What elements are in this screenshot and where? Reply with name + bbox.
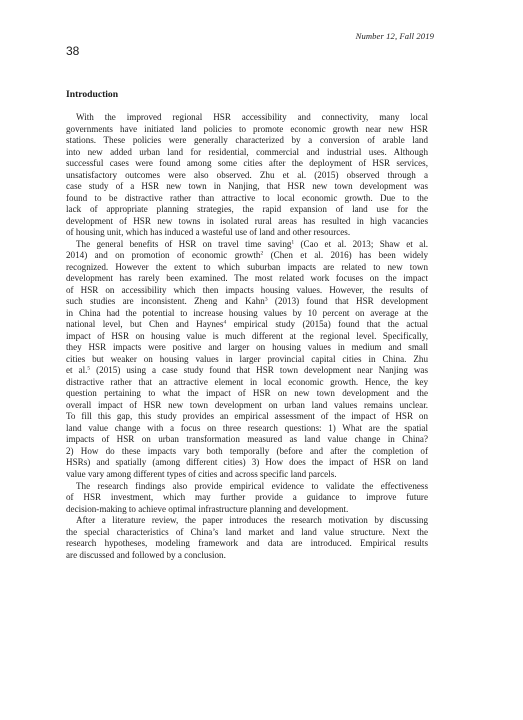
text-segment: such studies are inconsistent. Zheng and Kahn <box>66 296 265 307</box>
text-segment: decision-making to achieve optimal infrastructure planning and development. <box>66 503 349 514</box>
text-segment: et al. <box>66 365 88 376</box>
text-line <box>66 469 428 481</box>
text-line <box>66 193 428 205</box>
text-line <box>66 446 428 458</box>
text-segment: of HSR investment, which may further provide a guidance to improve future <box>66 492 428 503</box>
text-line <box>66 400 428 412</box>
text-segment: (Cao et al. 2013; Shaw et al. <box>294 238 428 249</box>
text-segment: development of HSR new towns in isolated rural areas has resulted in high vacancies <box>66 215 428 226</box>
text-segment: lack of appropriate planning strategies, the rapid expansion of land use for the <box>66 204 428 215</box>
text-line <box>66 285 428 297</box>
text-line <box>66 538 428 550</box>
text-segment: To fill this gap, this study provides an empirical assessment of the impact of HSR on <box>66 411 428 422</box>
text-line <box>66 308 428 320</box>
text-line <box>66 492 428 504</box>
text-line <box>66 365 428 377</box>
text-segment: (2013) found that HSR development <box>267 296 429 307</box>
body-text <box>66 112 428 561</box>
text-line <box>66 434 428 446</box>
text-segment: national level, but Chen and Haynes <box>66 319 224 330</box>
text-segment: in China had the potential to increase housing values by 10 percent on average at the <box>66 307 428 318</box>
footnote-marker: 5 <box>87 365 91 372</box>
text-line <box>66 147 428 159</box>
text-segment: unsatisfactory outcomes were also observed. Zhu et al. (2015) observed through a <box>66 169 428 180</box>
text-segment: impact of HSR on housing value is much different at the regional level. Specifically, <box>66 330 428 341</box>
text-segment: HSRs) and spatially (among different cities) 3) How does the impact of HSR on land <box>66 457 428 468</box>
text-segment: found to be distractive rather than attractive to local economic growth. Due to the <box>66 192 428 203</box>
text-line <box>66 515 428 527</box>
text-segment: 2014) and on promotion of economic growth <box>66 250 261 261</box>
footnote-marker: 1 <box>291 239 295 246</box>
text-segment: With the improved regional HSR accessibility and connectivity, many local <box>76 112 428 122</box>
text-segment: (2015) using a case study found that HSR town development near Nanjing was <box>90 365 428 376</box>
text-line <box>66 227 428 239</box>
text-segment: research hypotheses, modeling framework and data are introduced. Empirical results <box>66 538 428 549</box>
text-segment: cities but weaker on housing values in larger provincial capital cities in China. Zhu <box>66 353 428 364</box>
text-segment: impacts of HSR on urban transformation measured as land value change in China? <box>66 434 428 445</box>
text-line <box>66 388 428 400</box>
text-line <box>66 377 428 389</box>
text-line <box>66 262 428 274</box>
text-line <box>66 250 428 262</box>
text-line <box>66 504 428 516</box>
text-line <box>66 342 428 354</box>
text-segment: value vary among different types of cities and across specific land parcels. <box>66 468 337 479</box>
text-segment: 2) How do these impacts vary both temporally (before and after the completion of <box>66 445 428 456</box>
text-segment: stations. These policies were generally characterized by a conversion of arable land <box>66 135 428 146</box>
text-line <box>66 331 428 343</box>
text-line <box>66 135 428 147</box>
text-segment: development has rarely been examined. The most related work focuses on the impact <box>66 273 428 284</box>
page-number: 38 <box>66 44 80 58</box>
text-line <box>66 411 428 423</box>
text-line <box>66 124 428 136</box>
text-segment: they HSR impacts were positive and larger on housing values in medium and small <box>66 342 428 353</box>
text-segment: of HSR on accessibility which then impacts housing values. However, the results of <box>66 284 428 295</box>
text-line <box>66 216 428 228</box>
section-heading: Introduction <box>66 89 119 100</box>
text-line <box>66 423 428 435</box>
text-segment: land value change with a focus on three research questions: 1) What are the spatial <box>66 422 428 433</box>
text-line <box>66 273 428 285</box>
text-line <box>66 550 428 562</box>
text-line <box>66 204 428 216</box>
text-segment: (Chen et al. 2016) has been widely <box>263 250 428 261</box>
footnote-marker: 4 <box>223 319 227 326</box>
text-segment: The general benefits of HSR on travel time saving <box>76 238 292 249</box>
text-line <box>66 296 428 308</box>
text-segment: the special characteristics of China’s land market and land value structure. Next the <box>66 526 428 537</box>
text-segment: are discussed and followed by a conclusion. <box>66 549 226 560</box>
text-line <box>66 481 428 493</box>
text-segment: question pertaining to what the impact of HSR on new town development and the <box>66 388 428 399</box>
text-line <box>66 527 428 539</box>
text-segment: empirical study (2015a) found that the actual <box>226 319 428 330</box>
text-segment: into new added urban land for residential, commercial and industrial uses. Although <box>66 146 428 157</box>
text-line <box>66 170 428 182</box>
footnote-marker: 3 <box>264 296 268 303</box>
text-segment: case study of a HSR new town in Nanjing, that HSR new town development was <box>66 181 428 192</box>
text-line <box>66 319 428 331</box>
text-segment: After a literature review, the paper introduces the research motivation by discussing <box>76 515 428 526</box>
running-head: Number 12, Fall 2019 <box>355 31 434 41</box>
text-segment: distractive rather that an attractive element in local economic growth. Hence, the key <box>66 376 428 387</box>
text-segment: recognized. However the extent to which suburban impacts are related to new town <box>66 261 428 272</box>
text-line <box>66 354 428 366</box>
text-segment: overall impact of HSR new town development on urban land values remains unclear. <box>66 399 428 410</box>
text-segment: governments have initiated land policies to promote economic growth near new HSR <box>66 123 428 134</box>
footnote-marker: 2 <box>260 250 264 257</box>
text-line <box>66 457 428 469</box>
text-line <box>66 158 428 170</box>
text-segment: of housing unit, which has induced a wasteful use of land and other resources. <box>66 227 351 238</box>
text-line <box>66 181 428 193</box>
text-line <box>66 112 428 124</box>
text-segment: The research findings also provide empirical evidence to validate the effectiveness <box>76 480 428 491</box>
text-segment: successful cases were found among some cities after the deployment of HSR services, <box>66 158 428 169</box>
text-line <box>66 239 428 251</box>
